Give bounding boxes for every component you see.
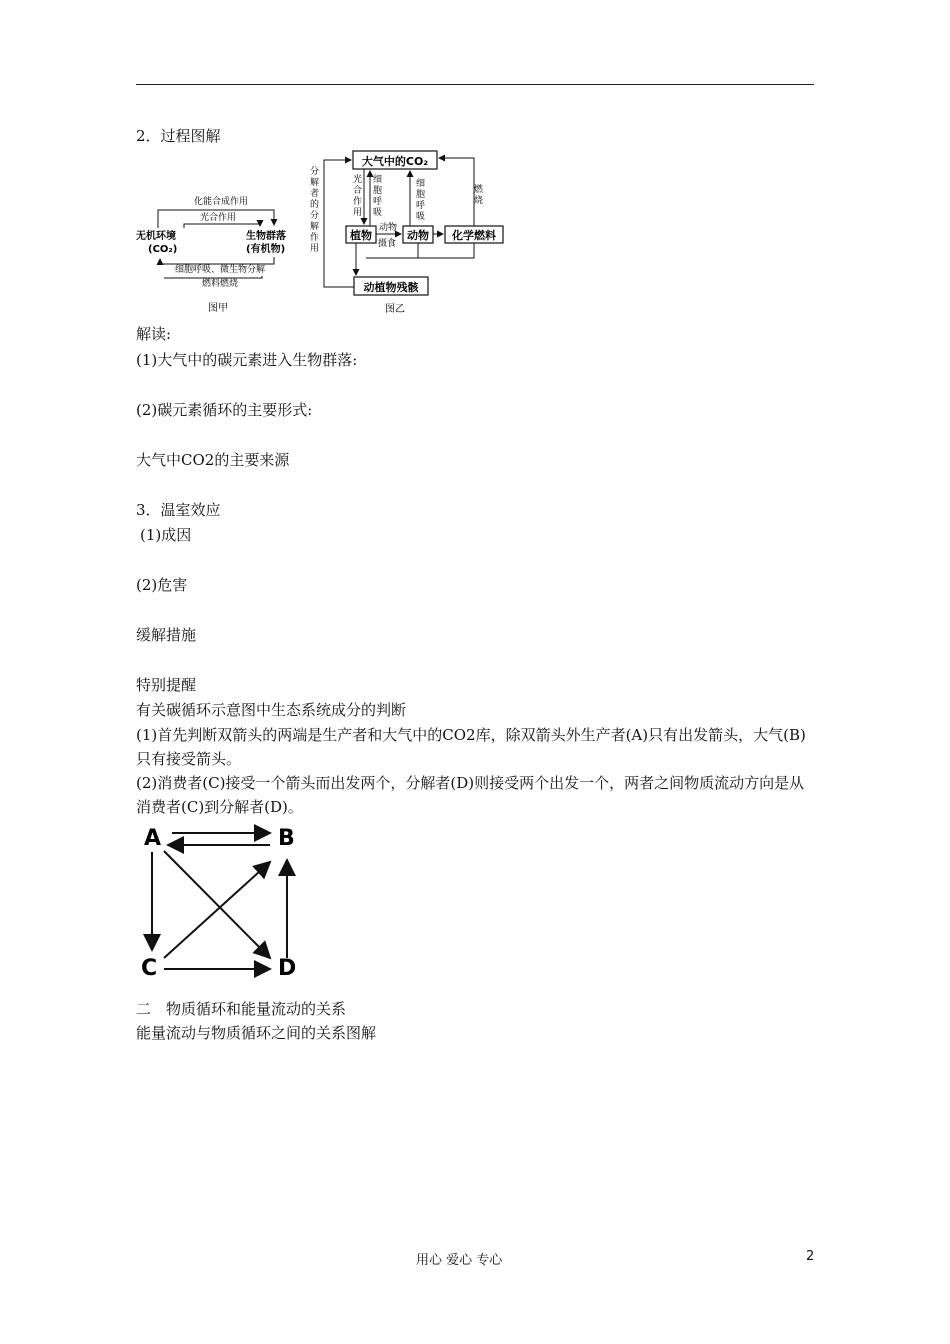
jiedu-label: 解读: bbox=[136, 325, 172, 343]
footer-text: 用心 爱心 专心 bbox=[416, 1253, 503, 1268]
fossil-link-line bbox=[418, 243, 474, 258]
organic-label: (有机物) bbox=[246, 244, 286, 255]
question-1: (1)大气中的碳元素进入生物群落: bbox=[136, 351, 358, 369]
combustion-label: 燃烧 bbox=[474, 185, 484, 206]
feeding-label-1: 动物 bbox=[379, 223, 398, 233]
tip-paragraph-2: (2)消费者(C)接受一个箭头而出发两个，分解者(D)则接受两个出发一个，两者之间物质流动方向是从消费者(C)到分解者(D)。 bbox=[136, 774, 805, 816]
page-number: 2 bbox=[806, 1249, 815, 1264]
feeding-label-2: 摄食 bbox=[378, 239, 397, 249]
fossil-label: 化学燃料 bbox=[452, 229, 496, 242]
plant-respiration-label: 细胞呼吸 bbox=[373, 175, 383, 218]
photosynthesis-label: 光合作用 bbox=[353, 175, 363, 218]
cause-item: (1)成因 bbox=[140, 526, 192, 544]
section-2-title: 2．过程图解 bbox=[136, 127, 221, 145]
biocommunity-label: 生物群落 bbox=[246, 231, 286, 242]
tip-title: 特别提醒 bbox=[136, 676, 197, 694]
section-3-title: 3．温室效应 bbox=[136, 501, 221, 519]
abcd-diagram bbox=[136, 822, 306, 982]
node-d: D bbox=[278, 956, 297, 981]
animal-label: 动物 bbox=[407, 229, 429, 242]
arrow-c-to-b bbox=[164, 862, 270, 958]
figure-yi-diagram bbox=[306, 146, 506, 316]
tip-subtitle: 有关碳循环示意图中生态系统成分的判断 bbox=[136, 701, 407, 719]
decomposer-arrow bbox=[324, 160, 354, 287]
node-b: B bbox=[278, 826, 295, 851]
combustion-arrow-line bbox=[164, 276, 262, 278]
figure-jia-caption: 图甲 bbox=[208, 303, 228, 314]
harm-item: (2)危害 bbox=[136, 576, 188, 594]
figure-jia-diagram bbox=[136, 190, 306, 316]
header-rule bbox=[136, 84, 814, 85]
co2-source: 大气中CO2的主要来源 bbox=[136, 451, 290, 469]
respiration-label: 细胞呼吸、微生物分解 bbox=[174, 265, 266, 275]
co2-label: (CO₂) bbox=[148, 244, 178, 255]
tip-paragraph-1: (1)首先判断双箭头的两端是生产者和大气中的CO2库，除双箭头外生产者(A)只有出发箭头，大气(B)只有接受箭头。 bbox=[136, 726, 806, 768]
node-a: A bbox=[144, 826, 162, 851]
atmosphere-label: 大气中的CO₂ bbox=[361, 155, 429, 168]
animal-respiration-label: 细胞呼吸 bbox=[416, 179, 426, 222]
plant-label: 植物 bbox=[350, 229, 372, 242]
chemosynthesis-label: 化能合成作用 bbox=[193, 197, 249, 207]
combustion-label: 燃料燃烧 bbox=[201, 279, 239, 289]
node-c: C bbox=[141, 956, 158, 981]
question-2: (2)碳元素循环的主要形式: bbox=[136, 401, 313, 419]
section-two-subtitle: 能量流动与物质循环之间的关系图解 bbox=[136, 1024, 377, 1042]
photosynthesis-arrow bbox=[184, 224, 260, 228]
decomposer-label: 分解者的分解作用 bbox=[310, 167, 320, 254]
photosynthesis-label: 光合作用 bbox=[199, 213, 237, 223]
respiration-arrow bbox=[160, 257, 274, 264]
combustion-arrow bbox=[439, 158, 474, 226]
measures-item: 缓解措施 bbox=[136, 626, 197, 644]
arrow-a-to-d bbox=[164, 851, 270, 958]
inorganic-env-label: 无机环境 bbox=[136, 231, 176, 242]
figure-yi-caption: 图乙 bbox=[385, 304, 405, 315]
section-two-title: 二 物质循环和能量流动的关系 bbox=[136, 1000, 347, 1018]
residue-label: 动植物残骸 bbox=[363, 281, 419, 294]
